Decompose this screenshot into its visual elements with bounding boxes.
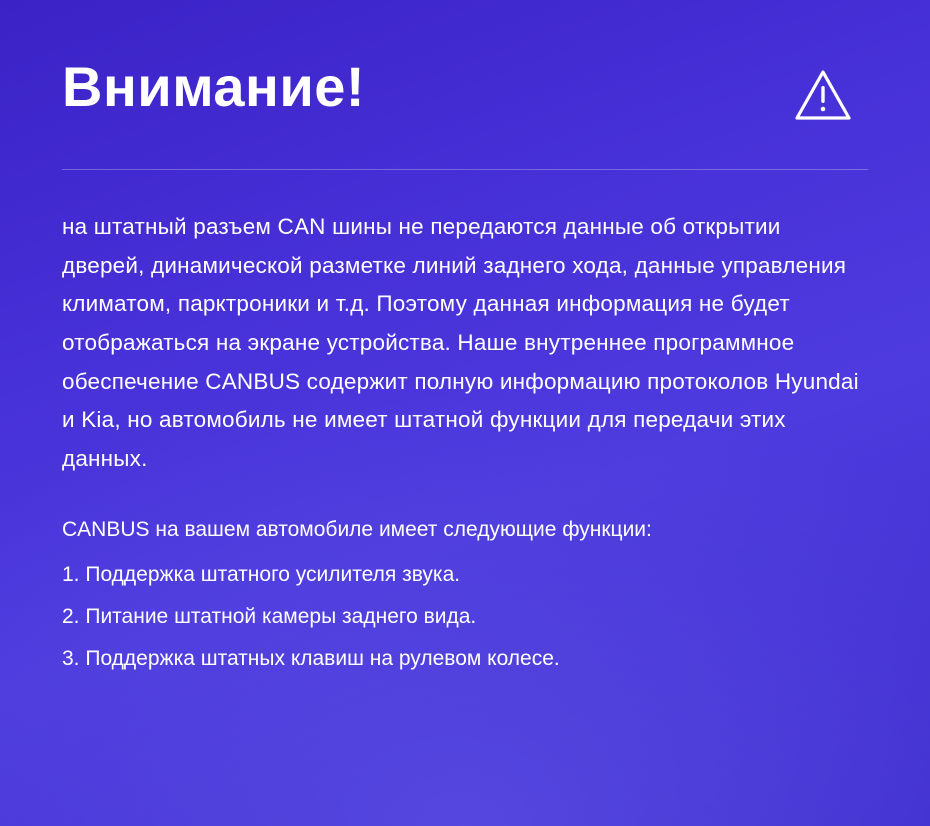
features-block <box>62 513 868 677</box>
list-item: 2. Питание штатной камеры заднего вида. <box>62 605 477 629</box>
list-item: 1. Поддержка штатного усилителя звука. <box>62 563 461 587</box>
body-paragraph: на штатный разъем CAN шины не передаются данные об открытии дверей, динамической разметке линий заднего хода, данные управления климатом, парктроники и т.д. Поэтому данная информация не будет отображаться на экране устройства. Наше внутреннее программное обеспечение CANBUS содержит полную информацию протоколов Hyundai и Kia, но автомобиль не имеет штатной функции для передачи этих данных. <box>62 214 859 472</box>
page-title: Внимание! <box>62 55 366 118</box>
features-title: CANBUS на вашем автомобиле имеет следующие функции: <box>62 517 652 541</box>
list-item: 3. Поддержка штатных клавиш на рулевом колесе. <box>62 647 560 671</box>
poster-body <box>62 208 868 479</box>
poster-header <box>62 55 868 129</box>
header-divider <box>62 169 868 170</box>
warning-triangle-icon <box>792 66 854 129</box>
